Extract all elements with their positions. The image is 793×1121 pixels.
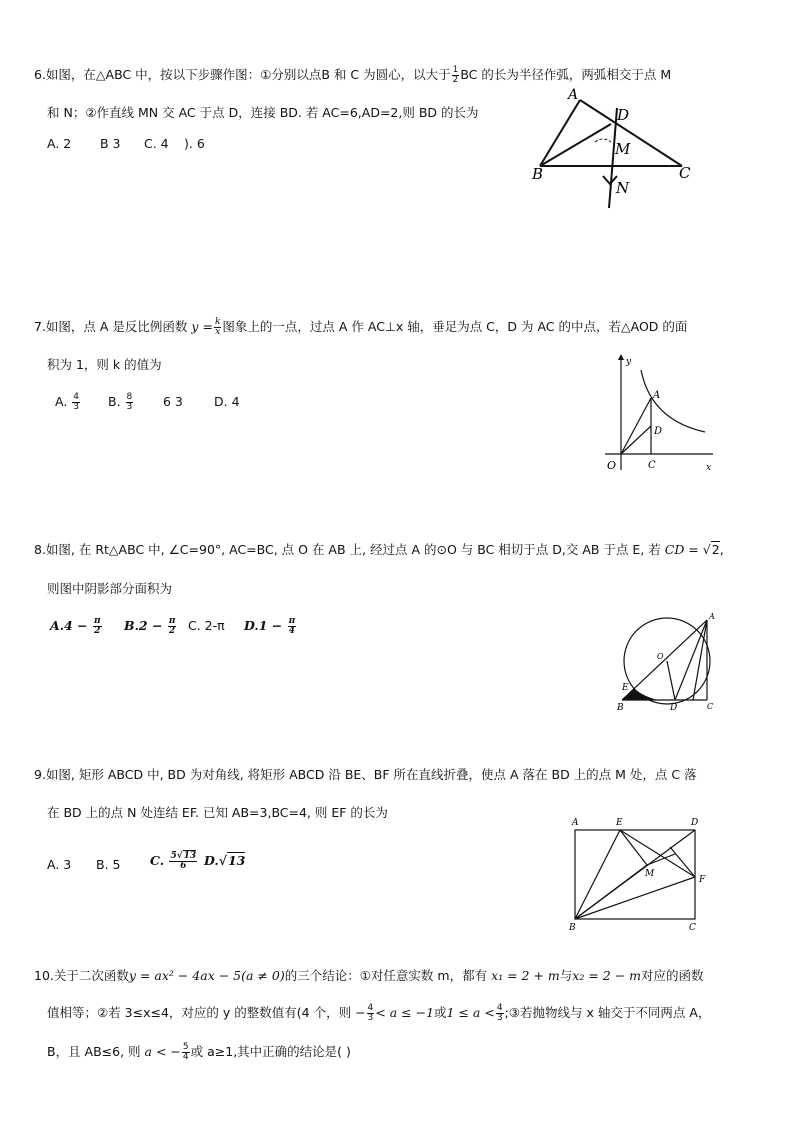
q9-label-c: C — [689, 923, 696, 933]
q10-text-1b: 的三个结论：①对任意实数 m，都有 — [284, 968, 488, 983]
q9-option-a: A. 3 — [47, 857, 72, 872]
q8-text-1a: 8.如图, 在 Rt△ABC 中, ∠C=90°, AC=BC, 点 O 在 AB 上, 经过点 A 的⊙O 与 BC 相切于点 D,交 AB 于点 E, 若 — [34, 542, 661, 557]
q10-x1: x₁ = 2 + m — [491, 968, 560, 983]
q7-option-d: D. 4 — [214, 394, 240, 409]
q10-fraction-4-3-a: $\frac{4}{3}$ — [367, 1003, 374, 1023]
q8-label-d: D — [670, 703, 678, 713]
q8-option-b-fraction: $\frac{\pi}{2}$ — [168, 616, 176, 636]
q8-line2: 则图中阴影部分面积为 — [47, 581, 173, 596]
q6-half-fraction: $\frac{1}{2}$ — [452, 65, 459, 85]
q10-text-2a: 值相等；②若 3≤x≤4，对应的 y 的整数值有(4 个，则 — [47, 1005, 352, 1020]
q7-seg-od — [621, 426, 651, 454]
q7-y-arrow — [618, 354, 624, 360]
q8-line1: 8.如图, 在 Rt△ABC 中, ∠C=90°, AC=BC, 点 O 在 AB 上, 经过点 A 的⊙O 与 BC 相切于点 D,交 AB 于点 E, 若 CD = √2, — [34, 542, 724, 557]
q9-line2: 在 BD 上的点 N 处连结 EF. 已知 AB=3,BC=4, 则 EF 的长为 — [47, 805, 388, 820]
q7-option-a: A. $\frac{4}{3}$ — [55, 392, 80, 412]
q8-option-d: D.1 − $\frac{\pi}{4}$ — [244, 616, 296, 636]
q7-seg-oa — [621, 398, 651, 454]
q7-label-a: A — [653, 390, 661, 401]
q6-arc-n — [603, 176, 617, 184]
q10-line2: 值相等；②若 3≤x≤4，对应的 y 的整数值有(4 个，则 − $\frac{4}{3}$ < a ≤ −1或1 ≤ a < $\frac{4}{3}$ ;③若抛物线与 x 轴交于不同两点 A， — [47, 1003, 711, 1023]
q6-option-c: C. 4 — [144, 136, 169, 151]
q10-text-1c: 对应的函数 — [641, 968, 704, 983]
q6-text-1b: BC 的长为半径作弧，两弧相交于点 M — [460, 67, 672, 82]
q10-text-1a: 10.关于二次函数 — [34, 968, 129, 983]
q6-label-n: N — [616, 179, 630, 197]
q10-line3: B，且 AB≤6, 则 a < − $\frac{5}{4}$ 或 a≥1,其中正确的结论是( ) — [47, 1042, 351, 1062]
q7-label-y: y — [626, 357, 632, 367]
q9-seg-em — [620, 830, 647, 865]
q8-label-b: B — [617, 703, 624, 713]
q8-label-a: A — [709, 612, 715, 621]
q6-label-m: M — [615, 140, 631, 158]
q9-option-b: B. 5 — [96, 857, 121, 872]
q9-label-b: B — [569, 923, 576, 933]
q6-option-d: ). 6 — [184, 136, 205, 151]
q6-seg-bd — [540, 124, 611, 166]
q7-option-b: B. $\frac{8}{3}$ — [108, 392, 133, 412]
q7-option-c: 6 3 — [163, 394, 183, 409]
q8-seg-ad — [675, 620, 707, 700]
q7-text-1b: 图象上的一点，过点 A 作 AC⊥x 轴，垂足为点 C，D 为 AC 的中点，若△AOD 的面 — [222, 319, 688, 334]
q8-cd-root: √2 — [702, 542, 720, 557]
q6-label-b: B — [532, 165, 544, 183]
q7-label-x: x — [706, 463, 712, 473]
q9-figure — [565, 810, 715, 935]
q6-label-a: A — [568, 87, 579, 103]
q6-text-1a: 6.如图，在△ABC 中，按以下步骤作图：①分别以点B 和 C 为圆心，以大于 — [34, 67, 451, 82]
q8-label-o: O — [657, 652, 664, 661]
q10-x2: x₂ = 2 − m — [572, 968, 642, 983]
q6-arc-m — [595, 139, 611, 142]
q9-seg-fn — [670, 847, 695, 877]
q9-label-e: E — [616, 818, 623, 828]
q8-figure — [612, 608, 727, 713]
q9-label-d: D — [691, 818, 699, 828]
q7-label-c: C — [648, 460, 656, 471]
q9-label-f: F — [699, 875, 706, 885]
q6-option-b: B 3 — [100, 136, 121, 151]
q6-label-d: D — [617, 106, 630, 124]
q9-seg-ef — [620, 830, 695, 877]
q6-line2: 和 N；②作直线 MN 交 AC 于点 D，连接 BD. 若 AC=6,AD=2,则 BD 的长为 — [47, 105, 479, 120]
q8-option-a: A.4 − $\frac{\pi}{2}$ — [50, 616, 101, 636]
q8-cd: CD = — [664, 542, 699, 557]
q8-label-c: C — [707, 702, 714, 711]
q6-figure — [525, 80, 705, 215]
q9-line1: 9.如图, 矩形 ABCD 中, BD 为对角线, 将矩形 ABCD 沿 BE、BF 所在直线折叠，使点 A 落在 BD 上的点 M 处，点 C 落 — [34, 767, 697, 782]
q8-label-e: E — [622, 683, 629, 693]
q9-seg-bm — [575, 865, 647, 919]
q8-option-c: C. 2-π — [188, 618, 225, 633]
q9-option-c: C. $\frac{5√13}{6}$ — [150, 851, 197, 871]
q7-line2: 积为 1，则 k 的值为 — [47, 357, 162, 372]
q9-option-d: D.√13 — [204, 853, 246, 868]
q7-option-b-fraction: $\frac{8}{3}$ — [126, 392, 133, 412]
q6-seg-ab — [540, 100, 580, 166]
q6-option-a: A. 2 — [47, 136, 72, 151]
q7-func-fraction: $\frac{k}{x}$ — [214, 317, 221, 337]
q10-text-2b: ;③若抛物线与 x 轴交于不同两点 A， — [504, 1005, 711, 1020]
q10-fraction-4-3-b: $\frac{4}{3}$ — [496, 1003, 503, 1023]
q10-text-3b: 或 a≥1,其中正确的结论是( ) — [190, 1044, 351, 1059]
q7-line1 — [34, 318, 687, 337]
q7-label-d: D — [654, 426, 663, 437]
q7-figure — [595, 350, 725, 480]
q7-label-o: O — [607, 459, 617, 472]
q7-text-1a: 7.如图，点 A 是反比例函数 — [34, 319, 188, 334]
q10-fraction-5-4: $\frac{5}{4}$ — [182, 1042, 189, 1062]
q8-seg-od — [667, 661, 675, 700]
q10-line1: 10.关于二次函数y = ax² − 4ax − 5(a ≠ 0)的三个结论：①对任意实数 m，都有 x₁ = 2 + m与x₂ = 2 − m对应的函数 — [34, 968, 704, 983]
q9-option-c-fraction: $\frac{5√13}{6}$ — [170, 851, 197, 871]
q10-text-3a: B，且 AB≤6, 则 — [47, 1044, 141, 1059]
q9-label-a: A — [572, 818, 579, 828]
q10-func: y = ax² − 4ax − 5(a ≠ 0) — [128, 968, 285, 983]
q7-option-a-fraction: $\frac{4}{3}$ — [73, 392, 80, 412]
q8-option-a-fraction: $\frac{\pi}{2}$ — [93, 616, 101, 636]
q8-option-b: B.2 − $\frac{\pi}{2}$ — [124, 616, 176, 636]
q7-func-y: y = — [191, 319, 213, 334]
q8-option-d-fraction: $\frac{\pi}{4}$ — [288, 616, 296, 636]
q6-label-c: C — [679, 164, 691, 182]
q9-label-m: M — [645, 869, 655, 879]
